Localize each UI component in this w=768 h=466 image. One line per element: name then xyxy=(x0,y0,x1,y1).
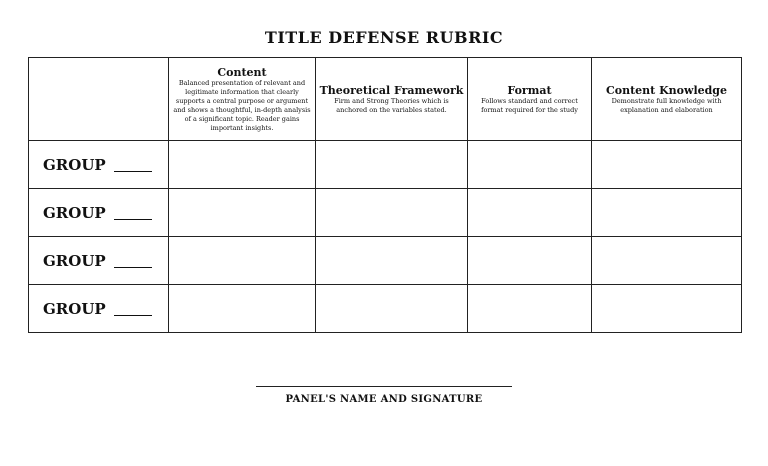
criterion-description: Follows standard and correct format required for the study xyxy=(481,96,578,114)
criterion-title: Content xyxy=(217,65,267,79)
score-cell-content-knowledge[interactable] xyxy=(592,189,742,237)
group-label: GROUP xyxy=(43,251,106,270)
criterion-description: Firm and Strong Theories which is anchored on the variables stated. xyxy=(334,96,449,114)
table-row xyxy=(29,189,742,237)
header-cell-content xyxy=(169,58,316,141)
criterion-description: Balanced presentation of relevant and legitimate information that clearly supports a central purpose or argument and shows a thoughtful, in-depth analysis of a significant topic. Reader gains important insights. xyxy=(173,78,311,132)
group-label-cell xyxy=(29,237,169,285)
table-row xyxy=(29,237,742,285)
group-blank-line xyxy=(114,171,152,172)
group-label-cell xyxy=(29,285,169,333)
page-title: TITLE DEFENSE RUBRIC xyxy=(264,28,504,47)
signature-line[interactable] xyxy=(256,386,512,387)
group-label-cell xyxy=(29,189,169,237)
score-cell-content-knowledge[interactable] xyxy=(592,237,742,285)
score-cell-theoretical-framework[interactable] xyxy=(316,237,468,285)
header-cell-format xyxy=(468,58,592,141)
criterion-description: Demonstrate full knowledge with explanation and elaboration xyxy=(611,96,722,114)
criterion-title: Format xyxy=(507,83,552,97)
score-cell-content[interactable] xyxy=(169,237,316,285)
group-blank-line xyxy=(114,219,152,220)
score-cell-theoretical-framework[interactable] xyxy=(316,141,468,189)
score-cell-format[interactable] xyxy=(468,285,592,333)
signature-label: PANEL'S NAME AND SIGNATURE xyxy=(285,394,483,405)
header-cell-content-knowledge xyxy=(592,58,742,141)
group-label: GROUP xyxy=(43,299,106,318)
group-label: GROUP xyxy=(43,155,106,174)
rubric-table xyxy=(28,57,742,333)
criterion-title: Content Knowledge xyxy=(606,83,727,97)
header-corner-cell xyxy=(29,58,169,141)
score-cell-content[interactable] xyxy=(169,189,316,237)
score-cell-content-knowledge[interactable] xyxy=(592,285,742,333)
score-cell-content[interactable] xyxy=(169,285,316,333)
score-cell-format[interactable] xyxy=(468,237,592,285)
group-label-cell xyxy=(29,141,169,189)
score-cell-theoretical-framework[interactable] xyxy=(316,189,468,237)
score-cell-format[interactable] xyxy=(468,189,592,237)
criterion-title: Theoretical Framework xyxy=(319,83,464,97)
table-row xyxy=(29,141,742,189)
rubric-header-row xyxy=(29,58,742,141)
header-cell-theoretical-framework xyxy=(316,58,468,141)
score-cell-format[interactable] xyxy=(468,141,592,189)
table-row xyxy=(29,285,742,333)
score-cell-theoretical-framework[interactable] xyxy=(316,285,468,333)
group-blank-line xyxy=(114,267,152,268)
score-cell-content-knowledge[interactable] xyxy=(592,141,742,189)
group-blank-line xyxy=(114,315,152,316)
group-label: GROUP xyxy=(43,203,106,222)
score-cell-content[interactable] xyxy=(169,141,316,189)
